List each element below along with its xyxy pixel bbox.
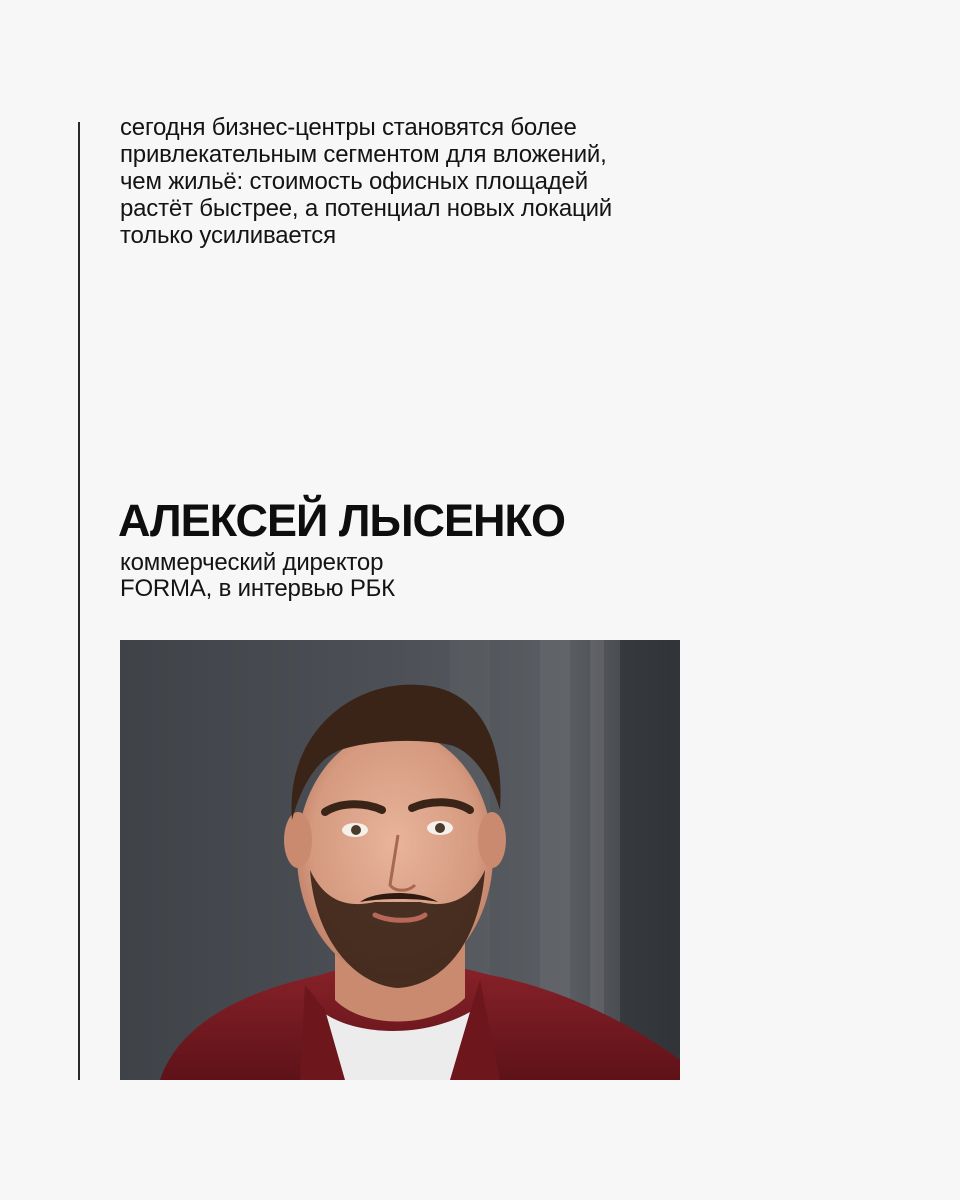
person-role-line: коммерческий директор [120,549,384,576]
quote-line: только усиливается [120,222,336,249]
person-name: АЛЕКСЕЙ ЛЫСЕНКО [118,495,565,546]
quote-line: привлекательным сегментом для вложений, [120,141,607,168]
quote-text [120,114,720,249]
person-role-line: FORMA, в интервью РБК [120,575,395,602]
person-role [120,550,395,602]
portrait-photo [120,640,680,1080]
vertical-divider-line [78,122,80,1080]
quote-line: сегодня бизнес-центры становятся более [120,114,577,141]
quote-line: растёт быстрее, а потенциал новых локаций [120,195,613,222]
quote-line: чем жильё: стоимость офисных площадей [120,168,588,195]
